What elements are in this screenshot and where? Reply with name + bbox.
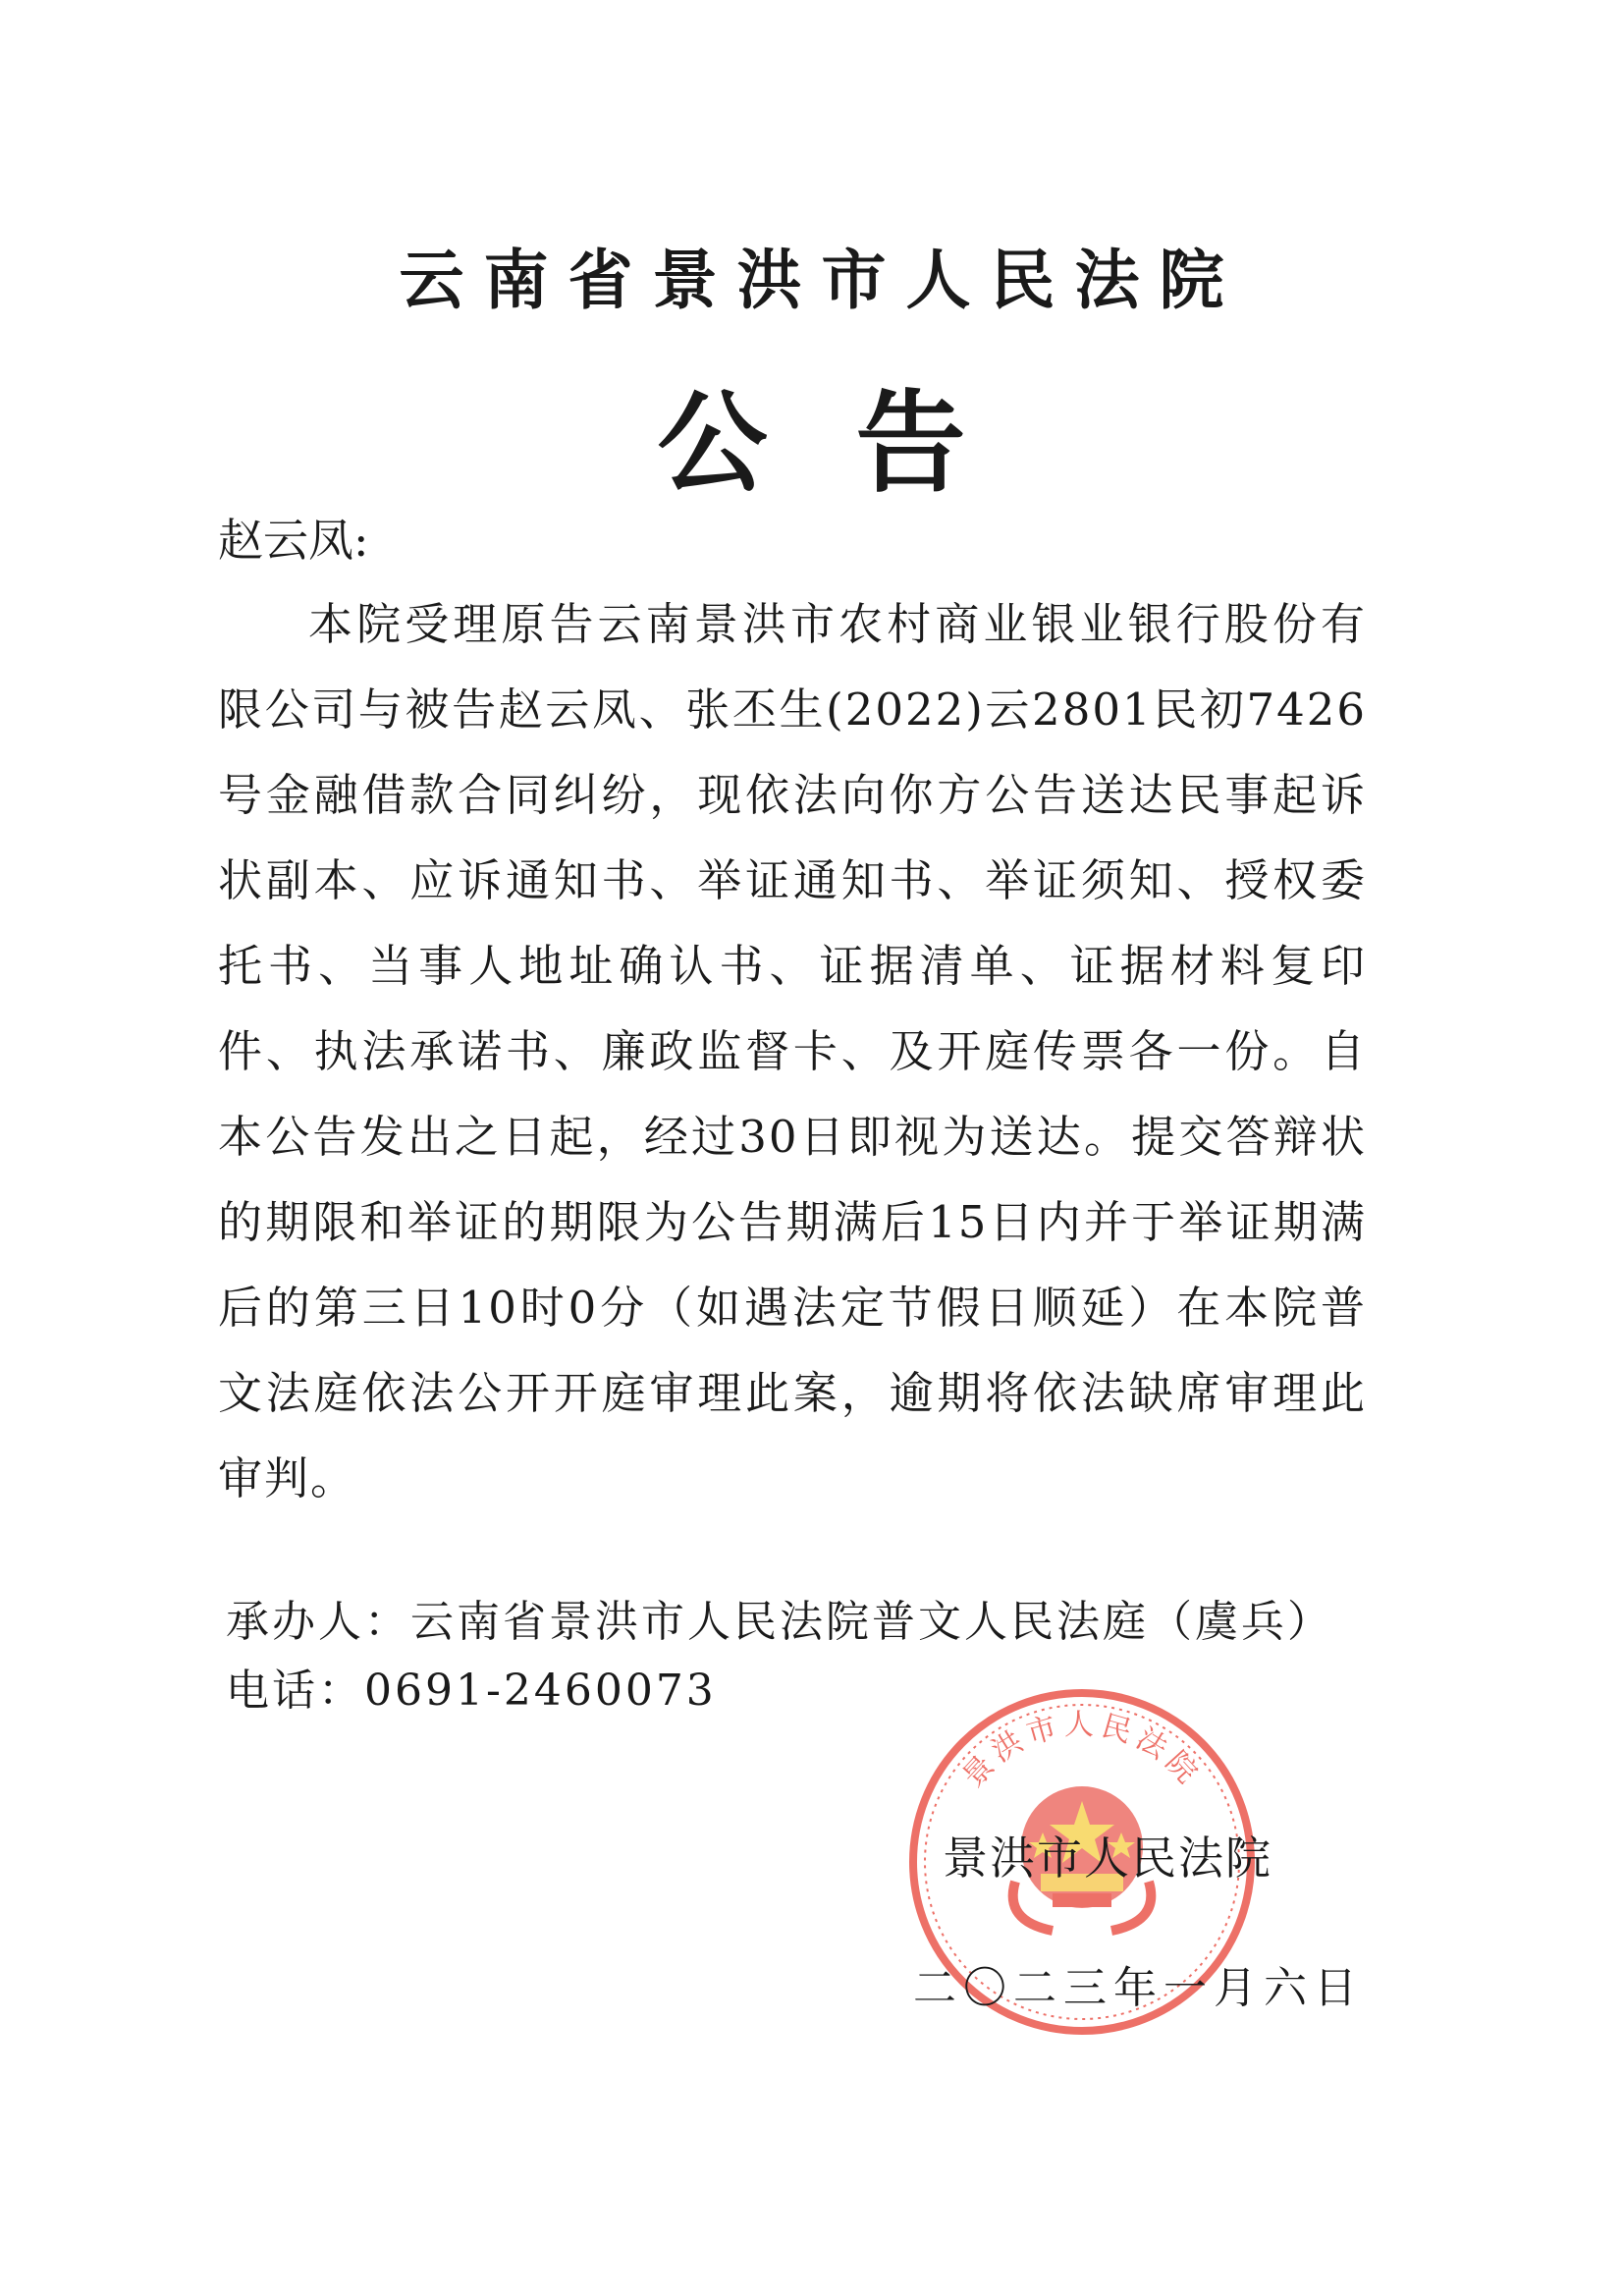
issuer-name: 景洪市人民法院 [943,1831,1272,1885]
seal-text: 景洪市人民法院 [955,1708,1209,1795]
phone-line: 电话：0691-2460073 [226,1666,717,1716]
notice-body: 本院受理原告云南景洪市农村商业银业银行股份有限公司与被告赵云凤、张丕生(2022)云2801民初7426号金融借款合同纠纷，现依法向你方公告送达民事起诉状副本、应诉通知书、举证通知书、举证须知、授权委托书、当事人地址确认书、证据清单、证据材料复印件、执法承诺书、廉政监督卡、及开庭传票各一份。自本公告发出之日起，经过30日即视为送达。提交答辩状的期限和举证的期限为公告期满后15日内并于举证期满后的第三日10时0分（如遇法定节假日顺延）在本院普文法庭依法公开开庭审理此案，逾期将依法缺席审理此审判。 [218,598,1367,1504]
court-name: 云南省景洪市人民法院 [399,242,1244,318]
addressee: 赵云凤: [218,514,369,567]
handler-line: 承办人：云南省景洪市人民法院普文人民法庭（虞兵） [226,1597,1333,1647]
issue-date: 二〇二三年一月六日 [913,1963,1364,2013]
document-title: 公告 [657,379,1055,508]
